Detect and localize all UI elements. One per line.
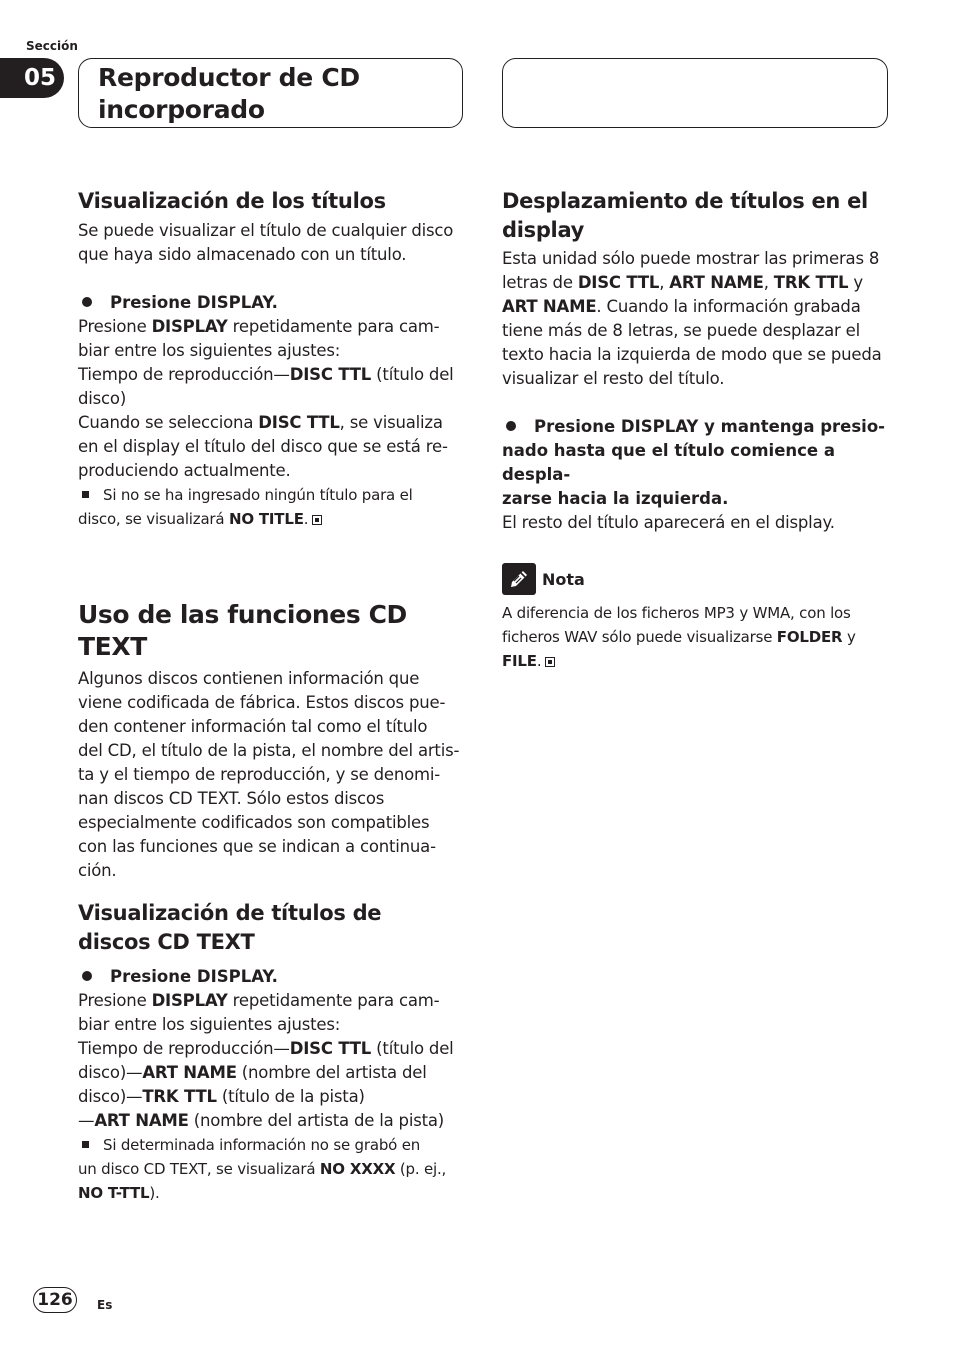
note-square-icon <box>82 491 89 498</box>
instruction-bullet: Presione DISPLAY y mantenga presio- nado hasta que el título comience a despla- zarse hacia la izquierda. <box>502 417 886 508</box>
nota-header <box>502 563 890 595</box>
end-mark-icon <box>545 657 555 667</box>
paragraph: Presione DISPLAY repetidamente para cam- biar entre los siguientes ajustes: <box>78 991 440 1034</box>
page-number: 126 <box>33 1287 77 1313</box>
section-number-badge: 05 <box>0 58 64 98</box>
section-label: Sección <box>26 39 78 53</box>
section-desplazamiento-titulos <box>502 187 890 673</box>
paragraph: Cuando se selecciona DISC TTL, se visualiza en el display el título del disco que se está re- produciendo actualmente. <box>78 413 448 480</box>
bullet-dot-icon <box>82 971 92 981</box>
paragraph: Presione DISPLAY repetidamente para cam- biar entre los siguientes ajustes: <box>78 317 440 360</box>
section-visualizacion-cd-text <box>78 899 466 1205</box>
section-heading: Visualización de los títulos <box>78 189 386 213</box>
paragraph: Algunos discos contienen información que viene codificada de fábrica. Estos discos pue- den contener información tal como el título del CD, el título de la pista, el nombre del artis- ta y el tiempo de reproducción, y se denomi- nan discos CD TEXT. Sólo estos discos especialmente codificados son compatibles con las funciones que se indican a continua- ción. <box>78 669 460 880</box>
chapter-title: Reproductor de CD incorporado <box>98 63 360 124</box>
chapter-title-box <box>78 58 463 128</box>
section-heading: Desplazamiento de títulos en el display <box>502 189 868 242</box>
paragraph: Tiempo de reproducción—DISC TTL (título del disco)—ART NAME (nombre del artista del disco)—TRK TTL (título de la pista) —ART NAME (nombre del artista de la pista) <box>78 1039 454 1130</box>
bullet-dot-icon <box>506 421 516 431</box>
pencil-icon <box>502 563 536 595</box>
nota-paragraph: A diferencia de los ficheros MP3 y WMA, con los ficheros WAV sólo puede visualizarse FOLDER y FILE. <box>502 604 856 670</box>
nota-label: Nota <box>542 569 585 589</box>
paragraph: Tiempo de reproducción—DISC TTL (título del disco) <box>78 365 454 408</box>
note-paragraph: Si determinada información no se grabó en un disco CD TEXT, se visualizará NO XXXX (p. ej., NO T-TTL). <box>78 1136 447 1202</box>
instruction-bullet: Presione DISPLAY. <box>78 291 466 315</box>
paragraph: Esta unidad sólo puede mostrar las primeras 8 letras de DISC TTL, ART NAME, TRK TTL y ART NAME. Cuando la información grabada tiene más de 8 letras, se puede desplazar el texto hacia la izquierda de modo que se pueda visualizar el resto del título. <box>502 249 882 388</box>
language-code: Es <box>97 1298 113 1312</box>
section-visualizacion-titulos <box>78 187 466 531</box>
note-square-icon <box>82 1141 89 1148</box>
section-heading: Visualización de títulos de discos CD TEXT <box>78 901 382 954</box>
bullet-dot-icon <box>82 297 92 307</box>
section-uso-cd-text <box>78 599 466 883</box>
paragraph: Se puede visualizar el título de cualquier disco que haya sido almacenado con un título. <box>78 221 454 264</box>
paragraph: El resto del título aparecerá en el display. <box>502 513 835 532</box>
end-mark-icon <box>312 515 322 525</box>
main-heading: Uso de las funciones CD TEXT <box>78 600 407 661</box>
instruction-bullet: Presione DISPLAY. <box>78 965 466 989</box>
empty-header-box <box>502 58 888 128</box>
note-paragraph: Si no se ha ingresado ningún título para el disco, se visualizará NO TITLE. <box>78 486 413 528</box>
